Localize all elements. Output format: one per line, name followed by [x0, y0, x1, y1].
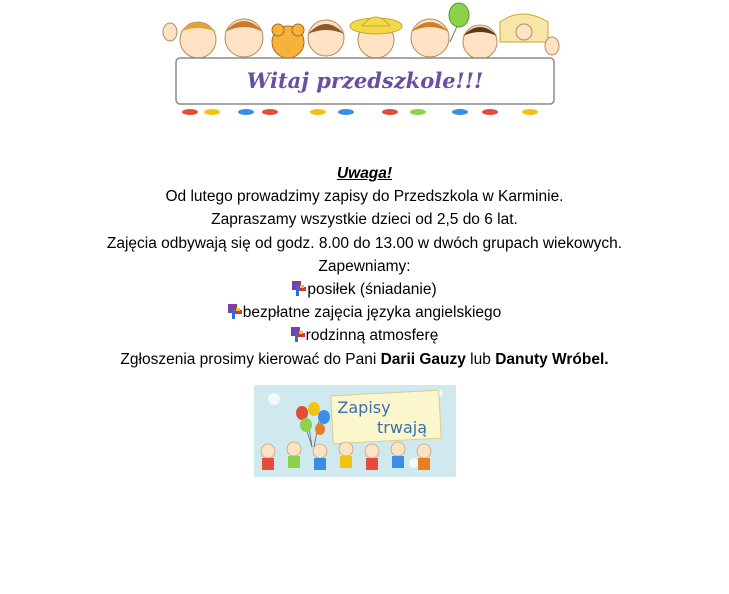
bullet-icon: [292, 281, 306, 296]
contact-line: [0, 348, 729, 371]
contact-person-2: Danuty Wróbel.: [495, 350, 609, 368]
notice-line-2: Zapraszamy wszystkie dzieci od 2,5 do 6 lat.: [211, 211, 518, 229]
bullet-text: rodzinną atmosferę: [305, 327, 439, 345]
bullet-item: [0, 278, 729, 301]
welcome-banner: [150, 2, 570, 120]
card-text-2: trwają: [377, 418, 427, 437]
enrollment-card: [254, 385, 456, 477]
bullet-text: posiłek (śniadanie): [307, 281, 437, 299]
contact-prefix: Zgłoszenia prosimy kierować do Pani: [120, 350, 381, 368]
contact-middle: lub: [465, 350, 496, 368]
banner-text: Witaj przedszkole!!!: [246, 68, 484, 93]
notice-title: Uwaga!: [336, 165, 393, 182]
bullet-item: [0, 301, 729, 324]
notice-line-4: Zapewniamy:: [318, 257, 411, 275]
kids-feet: [182, 109, 538, 115]
bullet-text: bezpłatne zajęcia języka angielskiego: [242, 304, 502, 322]
kids-illustration: [163, 14, 559, 59]
bullet-item: [0, 324, 729, 347]
notice-line-1: Od lutego prowadzimy zapisy do Przedszkola w Karminie.: [165, 188, 564, 206]
notice-line-3: Zajęcia odbywają się od godz. 8.00 do 13.00 w dwóch grupach wiekowych.: [106, 234, 623, 252]
bullet-icon: [291, 327, 305, 342]
notice: [0, 162, 729, 371]
balloon-icon: [449, 3, 469, 27]
contact-person-1: Darii Gauzy: [380, 350, 466, 368]
card-text-1: Zapisy: [337, 398, 391, 417]
bullet-icon: [228, 304, 242, 319]
